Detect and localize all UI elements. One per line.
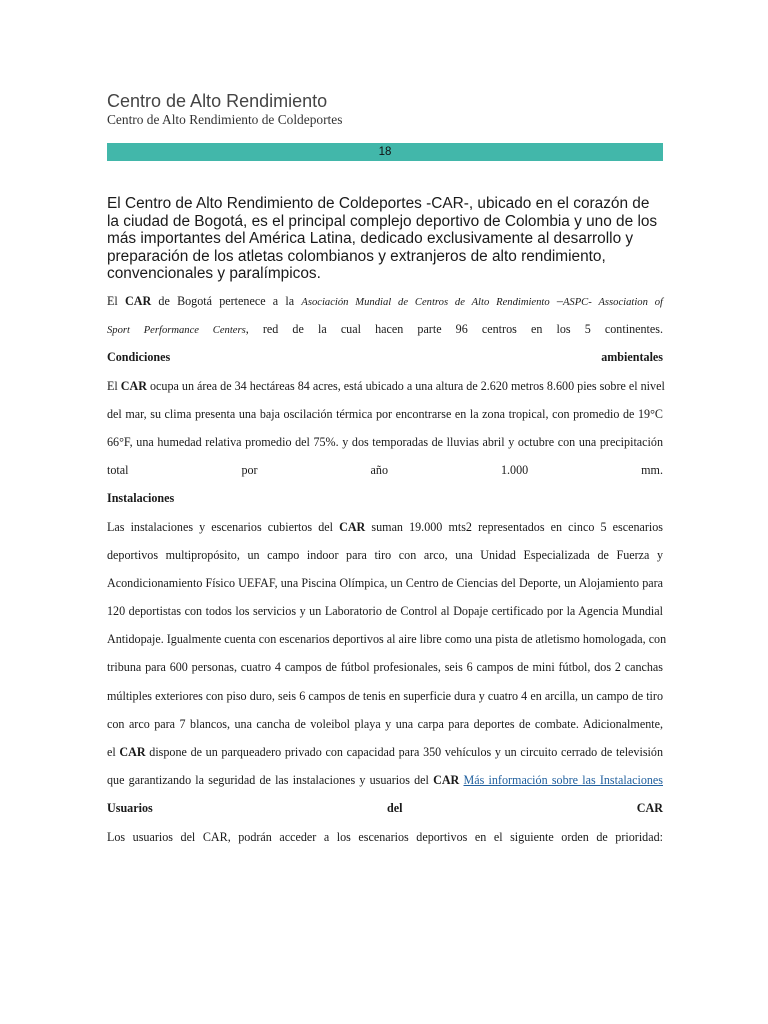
p2-line-3: 66°F, una humedad relativa promedio del 75%. y dos temporadas de lluvias abril y octubre con una precipitación [107,434,663,449]
p3-line-10: que garantizando la seguridad de las instalaciones y usuarios del CAR Más información sobre las Instalaciones [107,773,663,788]
car-abbr: CAR [124,294,152,308]
p2-line-1: El CAR ocupa un área de 34 hectáreas 84 acres, está ubicado a una altura de 2.620 metros 8.600 pies sobre el nivel [107,378,665,393]
conditions-heading: Condiciones ambientales [107,350,663,365]
p1-line-2: Sport Performance Centers, red de la cual hacen parte 96 centros en los 5 continentes. [107,322,663,337]
page-subtitle: Centro de Alto Rendimiento de Coldeportes [107,112,343,127]
p2-line-4: total por año 1.000 mm. [107,463,663,478]
p3-line-5: Antidopaje. Igualmente cuenta con escenarios deportivos al aire libre como una pista de atletismo homologada, con [107,632,667,647]
p1-line-1: El CAR de Bogotá pertenece a la Asociación Mundial de Centros de Alto Rendimiento –ASPC- Association of [107,294,663,308]
p3-line-6: tribuna para 600 personas, cuatro 4 campos de fútbol profesionales, seis 6 campos de mini fútbol, dos 2 canchas [107,660,663,675]
p4-line-1: Los usuarios del CAR, podrán acceder a los escenarios deportivos en el siguiente orden de prioridad: [107,829,663,844]
lead-paragraph: El Centro de Alto Rendimiento de Coldeportes -CAR-, ubicado en el corazón de la ciudad de Bogotá, es el principal complejo deportivo de Colombia y uno de los más importantes del América Latina, dedicado exclusivamente al desarrollo y preparación de los atletas colombianos y extranjeros de alto rendimiento, convencionales y paralímpicos. [107,195,658,282]
body-text [107,287,667,851]
p3-line-3: Acondicionamiento Físico UEFAF, una Piscina Olímpica, un Centro de Ciencias del Deporte, un Alojamiento para [107,575,663,590]
p3-line-4: 120 deportistas con todos los servicios y un Laboratorio de Control al Dopaje certificado por la Agencia Mundial [107,604,663,619]
users-heading: Usuarios del CAR [107,801,663,816]
p2-line-2: del mar, su clima presenta una baja oscilación térmica por encontrarse en la zona tropical, con promedio de 19°C [107,406,663,421]
p3-line-2: deportivos multipropósito, un campo indoor para tiro con arco, una Unidad Especializada de Fuerza y [107,547,663,562]
installations-heading: Instalaciones [107,491,175,506]
installations-info-link[interactable]: Más información sobre las Instalaciones [463,773,663,788]
p3-line-8: con arco para 7 blancos, una cancha de voleibol playa y una carpa para deportes de combate. Adicionalmente, [107,716,663,731]
p3-line-7: múltiples exteriores con piso duro, seis 6 campos de tenis en superficie dura y cuatro 4 en arcilla, un campo de tiro [107,688,663,703]
association-name: Asociación Mundial de Centros de Alto Rendimiento [301,297,550,308]
page-number: 18 [378,146,392,158]
p3-line-1: Las instalaciones y escenarios cubiertos del CAR suman 19.000 mts2 representados en cinco 5 escenarios [107,519,664,534]
page-number-bar [107,143,663,161]
p3-line-9: el CAR dispone de un parqueadero privado con capacidad para 350 vehículos y un circuito cerrado de televisión [107,745,663,759]
page-title: Centro de Alto Rendimiento [107,91,328,111]
